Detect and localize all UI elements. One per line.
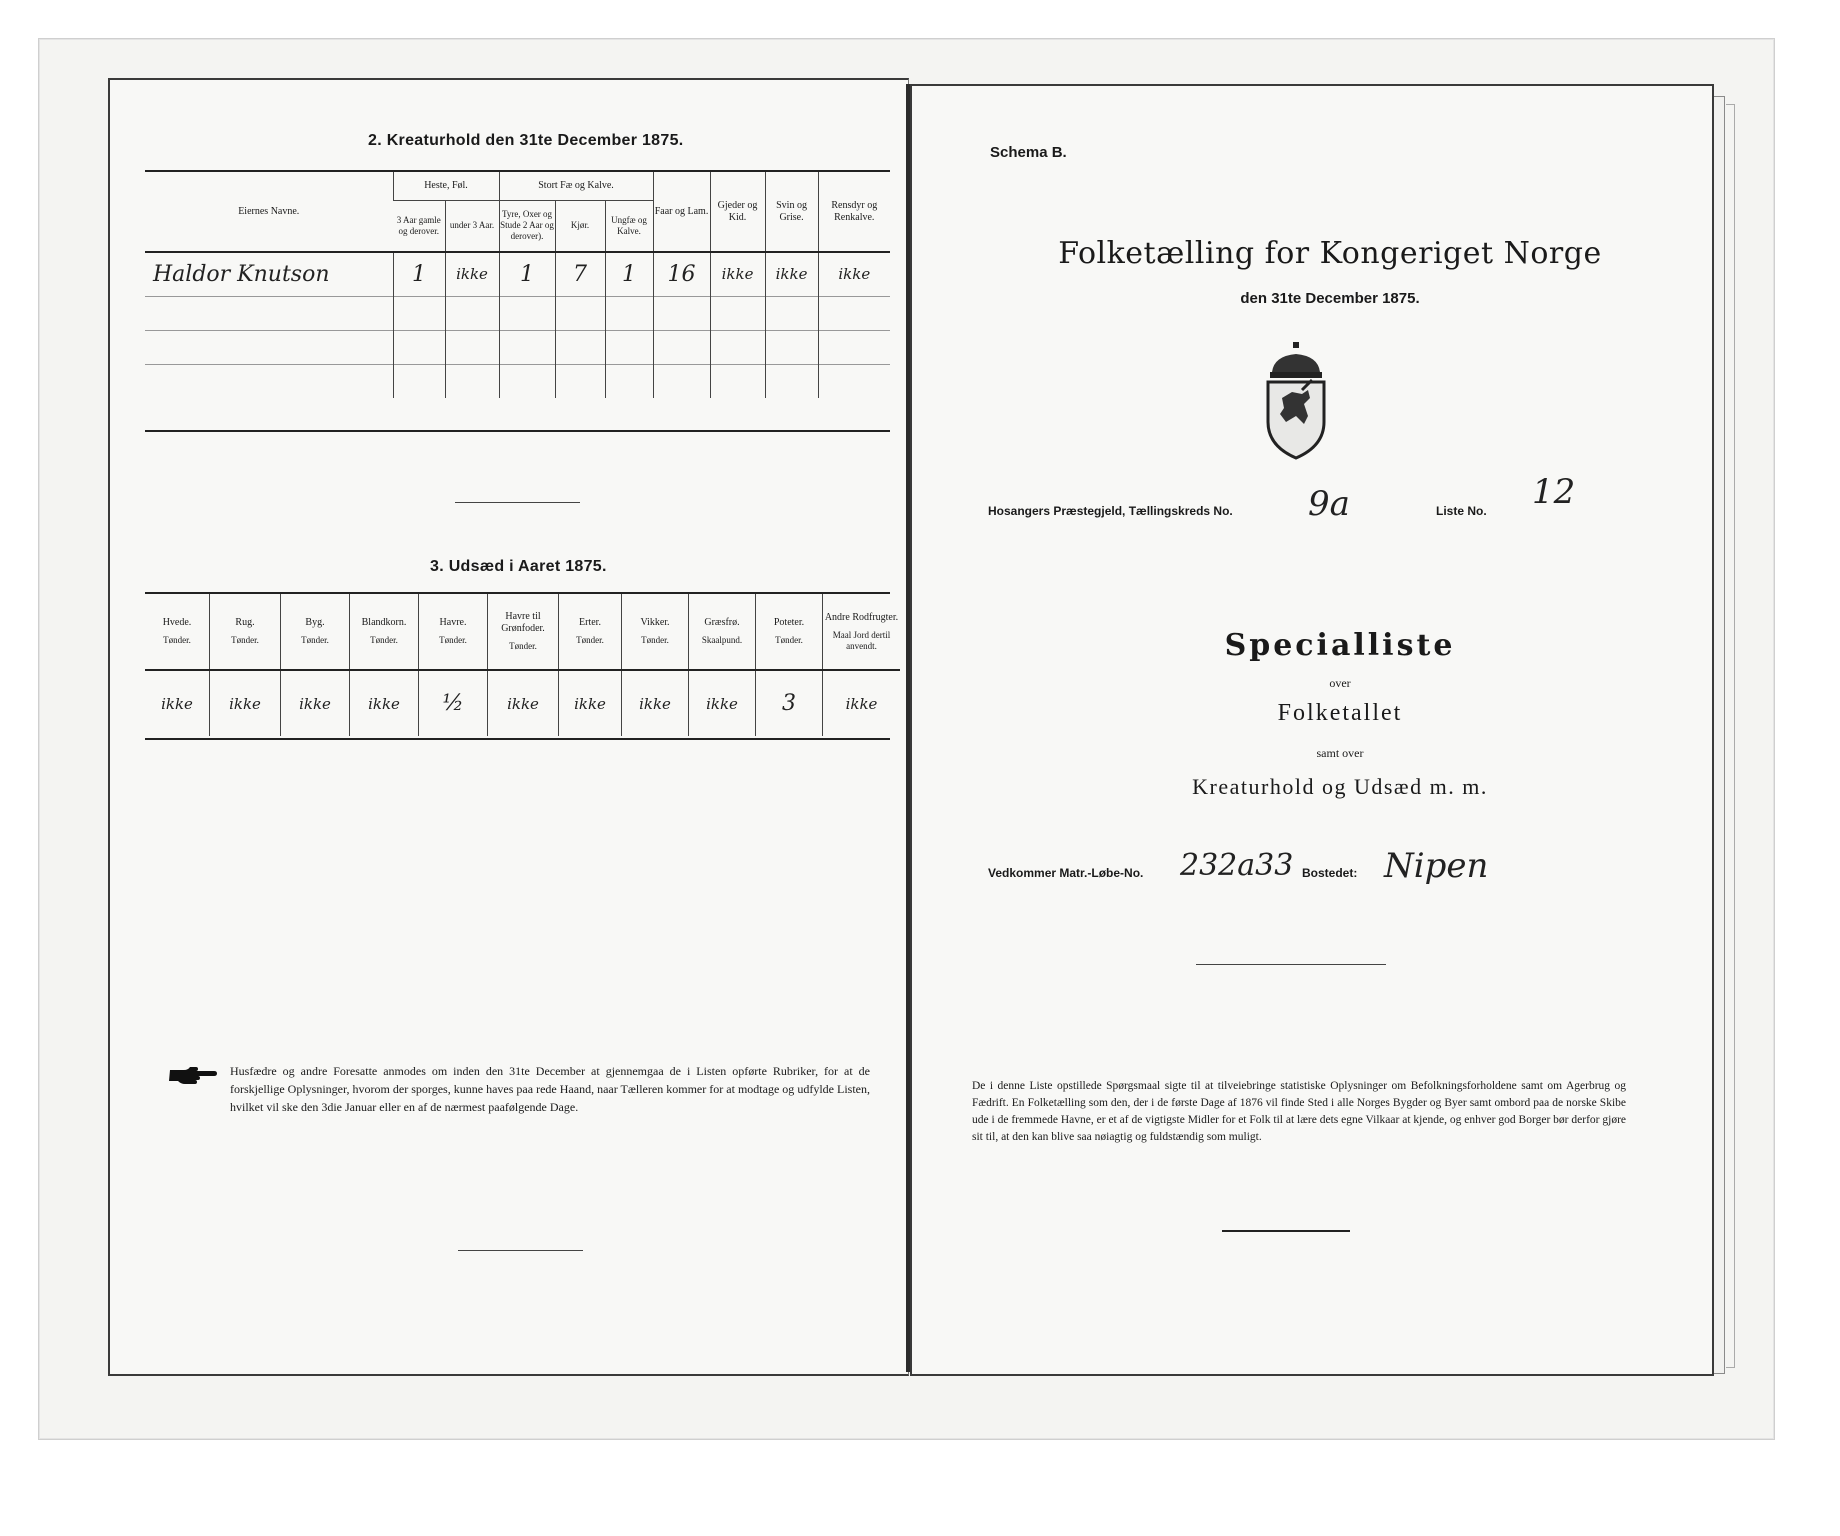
pointing-hand-icon — [168, 1064, 218, 1091]
sowing-col-header — [559, 594, 622, 670]
right-separator-rule — [1196, 964, 1386, 965]
right-page — [910, 84, 1714, 1376]
note-rule — [1222, 1230, 1350, 1232]
col-bulls-header: Tyre, Oxer og Stude 2 Aar og derover). — [499, 200, 555, 252]
sowing-value: ikke — [689, 670, 756, 736]
col-cows-header: Kjør. — [555, 200, 605, 252]
sowing-value: ikke — [350, 670, 419, 736]
livestock-table — [145, 172, 890, 398]
sowing-value: 3 — [756, 670, 823, 736]
table-row — [145, 364, 890, 398]
sowing-value: ikke — [210, 670, 281, 736]
sowing-col-name: Hvede. — [162, 617, 192, 628]
sowing-value: ikke — [281, 670, 350, 736]
bostedet-value: Nipen — [1384, 846, 1489, 886]
sowing-col-name: Byg. — [305, 617, 325, 628]
group-horses-header: Heste, Føl. — [393, 172, 499, 200]
sowing-value: ikke — [559, 670, 622, 736]
sowing-col-header — [210, 594, 281, 670]
sowing-col-header — [756, 594, 823, 670]
calves-value: 1 — [605, 252, 653, 296]
owner-name: Haldor Knutson — [153, 261, 330, 287]
footnote-rule — [458, 1250, 583, 1251]
cows-value: 7 — [555, 252, 605, 296]
kreaturhold-udsaed-text: Kreaturhold og Udsæd m. m. — [1192, 774, 1488, 799]
samt-over-text: samt over — [1316, 746, 1364, 760]
footnote-text: Husfædre og andre Foresatte anmodes om inden den 31te December at gjennemgaa de i Listen opførte Rubriker, for at de forskjellige Oplysninger, hvorom der sporges, kunne haves paa rede Haand, naar Tælleren kommer for at modtage og udfylde Listen, hvilket vil ske den 3die Januar eller en af de nærmest paafølgende Dage. — [230, 1064, 870, 1114]
sowing-col-header — [350, 594, 419, 670]
bulls-value: 1 — [499, 252, 555, 296]
sowing-col-unit: Tønder. — [509, 641, 537, 651]
liste-value: 12 — [1532, 472, 1576, 512]
sowing-col-name: Blandkorn. — [361, 617, 407, 628]
sowing-col-unit: Tønder. — [370, 635, 398, 645]
bostedet-label: Bostedet: — [1302, 866, 1358, 880]
sowing-col-name: Erter. — [579, 617, 601, 628]
sowing-col-name: Havre til Grønfoder. — [501, 611, 545, 634]
census-date: den 31te December 1875. — [1240, 290, 1420, 307]
matr-value: 232a33 — [1180, 848, 1294, 883]
col-reindeer-header: Rensdyr og Renkalve. — [818, 172, 890, 252]
sowing-col-unit: Tønder. — [163, 635, 191, 645]
sowing-col-name: Havre. — [439, 617, 467, 628]
sowing-value: ikke — [622, 670, 689, 736]
sowing-col-unit: Tønder. — [775, 635, 803, 645]
col-horses-young-header: under 3 Aar. — [445, 200, 499, 252]
parish-label: Hosangers Præstegjeld, Tællingskreds No. — [988, 504, 1233, 518]
norway-coat-of-arms — [1256, 342, 1336, 465]
sowing-col-unit: Tønder. — [439, 635, 467, 645]
sowing-title: 3. Udsæd i Aaret 1875. — [430, 558, 607, 575]
col-sheep-header: Faar og Lam. — [653, 172, 710, 252]
col-owner-header: Eiernes Navne. — [238, 205, 300, 217]
sowing-col-header — [419, 594, 488, 670]
sowing-col-name: Andre Rodfrugter. — [824, 611, 899, 623]
horses-young-value: ikke — [445, 252, 499, 296]
livestock-title: 2. Kreaturhold den 31te December 1875. — [368, 132, 684, 149]
sowing-col-unit: Tønder. — [641, 635, 669, 645]
specialliste-heading: Specialliste — [1224, 628, 1456, 663]
sowing-col-unit: Skaalpund. — [701, 635, 743, 645]
table-row — [145, 330, 890, 364]
sowing-value: ikke — [823, 670, 901, 736]
table-row — [145, 670, 900, 736]
sowing-table — [145, 594, 900, 736]
sowing-col-header — [488, 594, 559, 670]
group-cattle-header: Stort Fæ og Kalve. — [499, 172, 653, 200]
matr-label: Vedkommer Matr.-Løbe-No. — [988, 866, 1144, 880]
sheep-value: 16 — [653, 252, 710, 296]
table-row — [145, 296, 890, 330]
pigs-value: ikke — [765, 252, 818, 296]
sowing-col-header — [145, 594, 210, 670]
col-calves-header: Ungfæ og Kalve. — [605, 200, 653, 252]
sowing-bottom-rule — [145, 738, 890, 740]
liste-label: Liste No. — [1436, 504, 1487, 518]
sowing-col-name: Vikker. — [640, 617, 670, 628]
livestock-bottom-rule — [145, 430, 890, 432]
col-pigs-header: Svin og Grise. — [765, 172, 818, 252]
separator-rule — [455, 502, 580, 503]
sowing-col-unit: Maal Jord dertil anvendt. — [832, 629, 891, 651]
sowing-col-name: Rug. — [235, 617, 255, 628]
sowing-col-header — [823, 594, 901, 670]
horses-adult-value: 1 — [393, 252, 445, 296]
sowing-value: ikke — [161, 694, 193, 713]
census-title: Folketælling for Kongeriget Norge — [1058, 236, 1602, 271]
sowing-value: ikke — [488, 670, 559, 736]
col-goats-header: Gjeder og Kid. — [710, 172, 765, 252]
kreds-value: 9a — [1308, 484, 1350, 524]
page-edge-stack-outer — [1726, 104, 1735, 1368]
sowing-col-unit: Tønder. — [231, 635, 259, 645]
folketallet-text: Folketallet — [1277, 700, 1403, 726]
sowing-col-unit: Tønder. — [576, 635, 604, 645]
schema-label: Schema B. — [990, 144, 1067, 161]
col-horses-adult-header: 3 Aar gamle og derover. — [396, 214, 441, 236]
sowing-col-header — [281, 594, 350, 670]
sowing-col-name: Græsfrø. — [704, 617, 740, 628]
explanatory-note: De i denne Liste opstillede Spørgsmaal sigte til at tilveiebringe statistiske Oplysninger om Befolkningsforholdene samt om Agerbrug og Fædrift. En Folketælling som den, der i de første Dage af 1876 vil finde Sted i alle Norges Bygder og Byer samt ombord paa de norske Skibe ude i de fremmede Havne, er et af de vigtigste Midler for et Folk til at lære dets egne Vilkaar at kjende, og enhver god Borger bør derfor gjøre sit til, at den kan blive saa nøiagtig og fuldstændig som muligt. — [972, 1080, 1626, 1143]
table-row — [145, 252, 890, 296]
sowing-col-name: Poteter. — [773, 617, 805, 628]
sowing-col-header — [689, 594, 756, 670]
sowing-col-header — [622, 594, 689, 670]
sowing-col-unit: Tønder. — [301, 635, 329, 645]
goats-value: ikke — [710, 252, 765, 296]
over-text: over — [1329, 676, 1351, 690]
sowing-value: ½ — [419, 670, 488, 736]
reindeer-value: ikke — [818, 252, 890, 296]
